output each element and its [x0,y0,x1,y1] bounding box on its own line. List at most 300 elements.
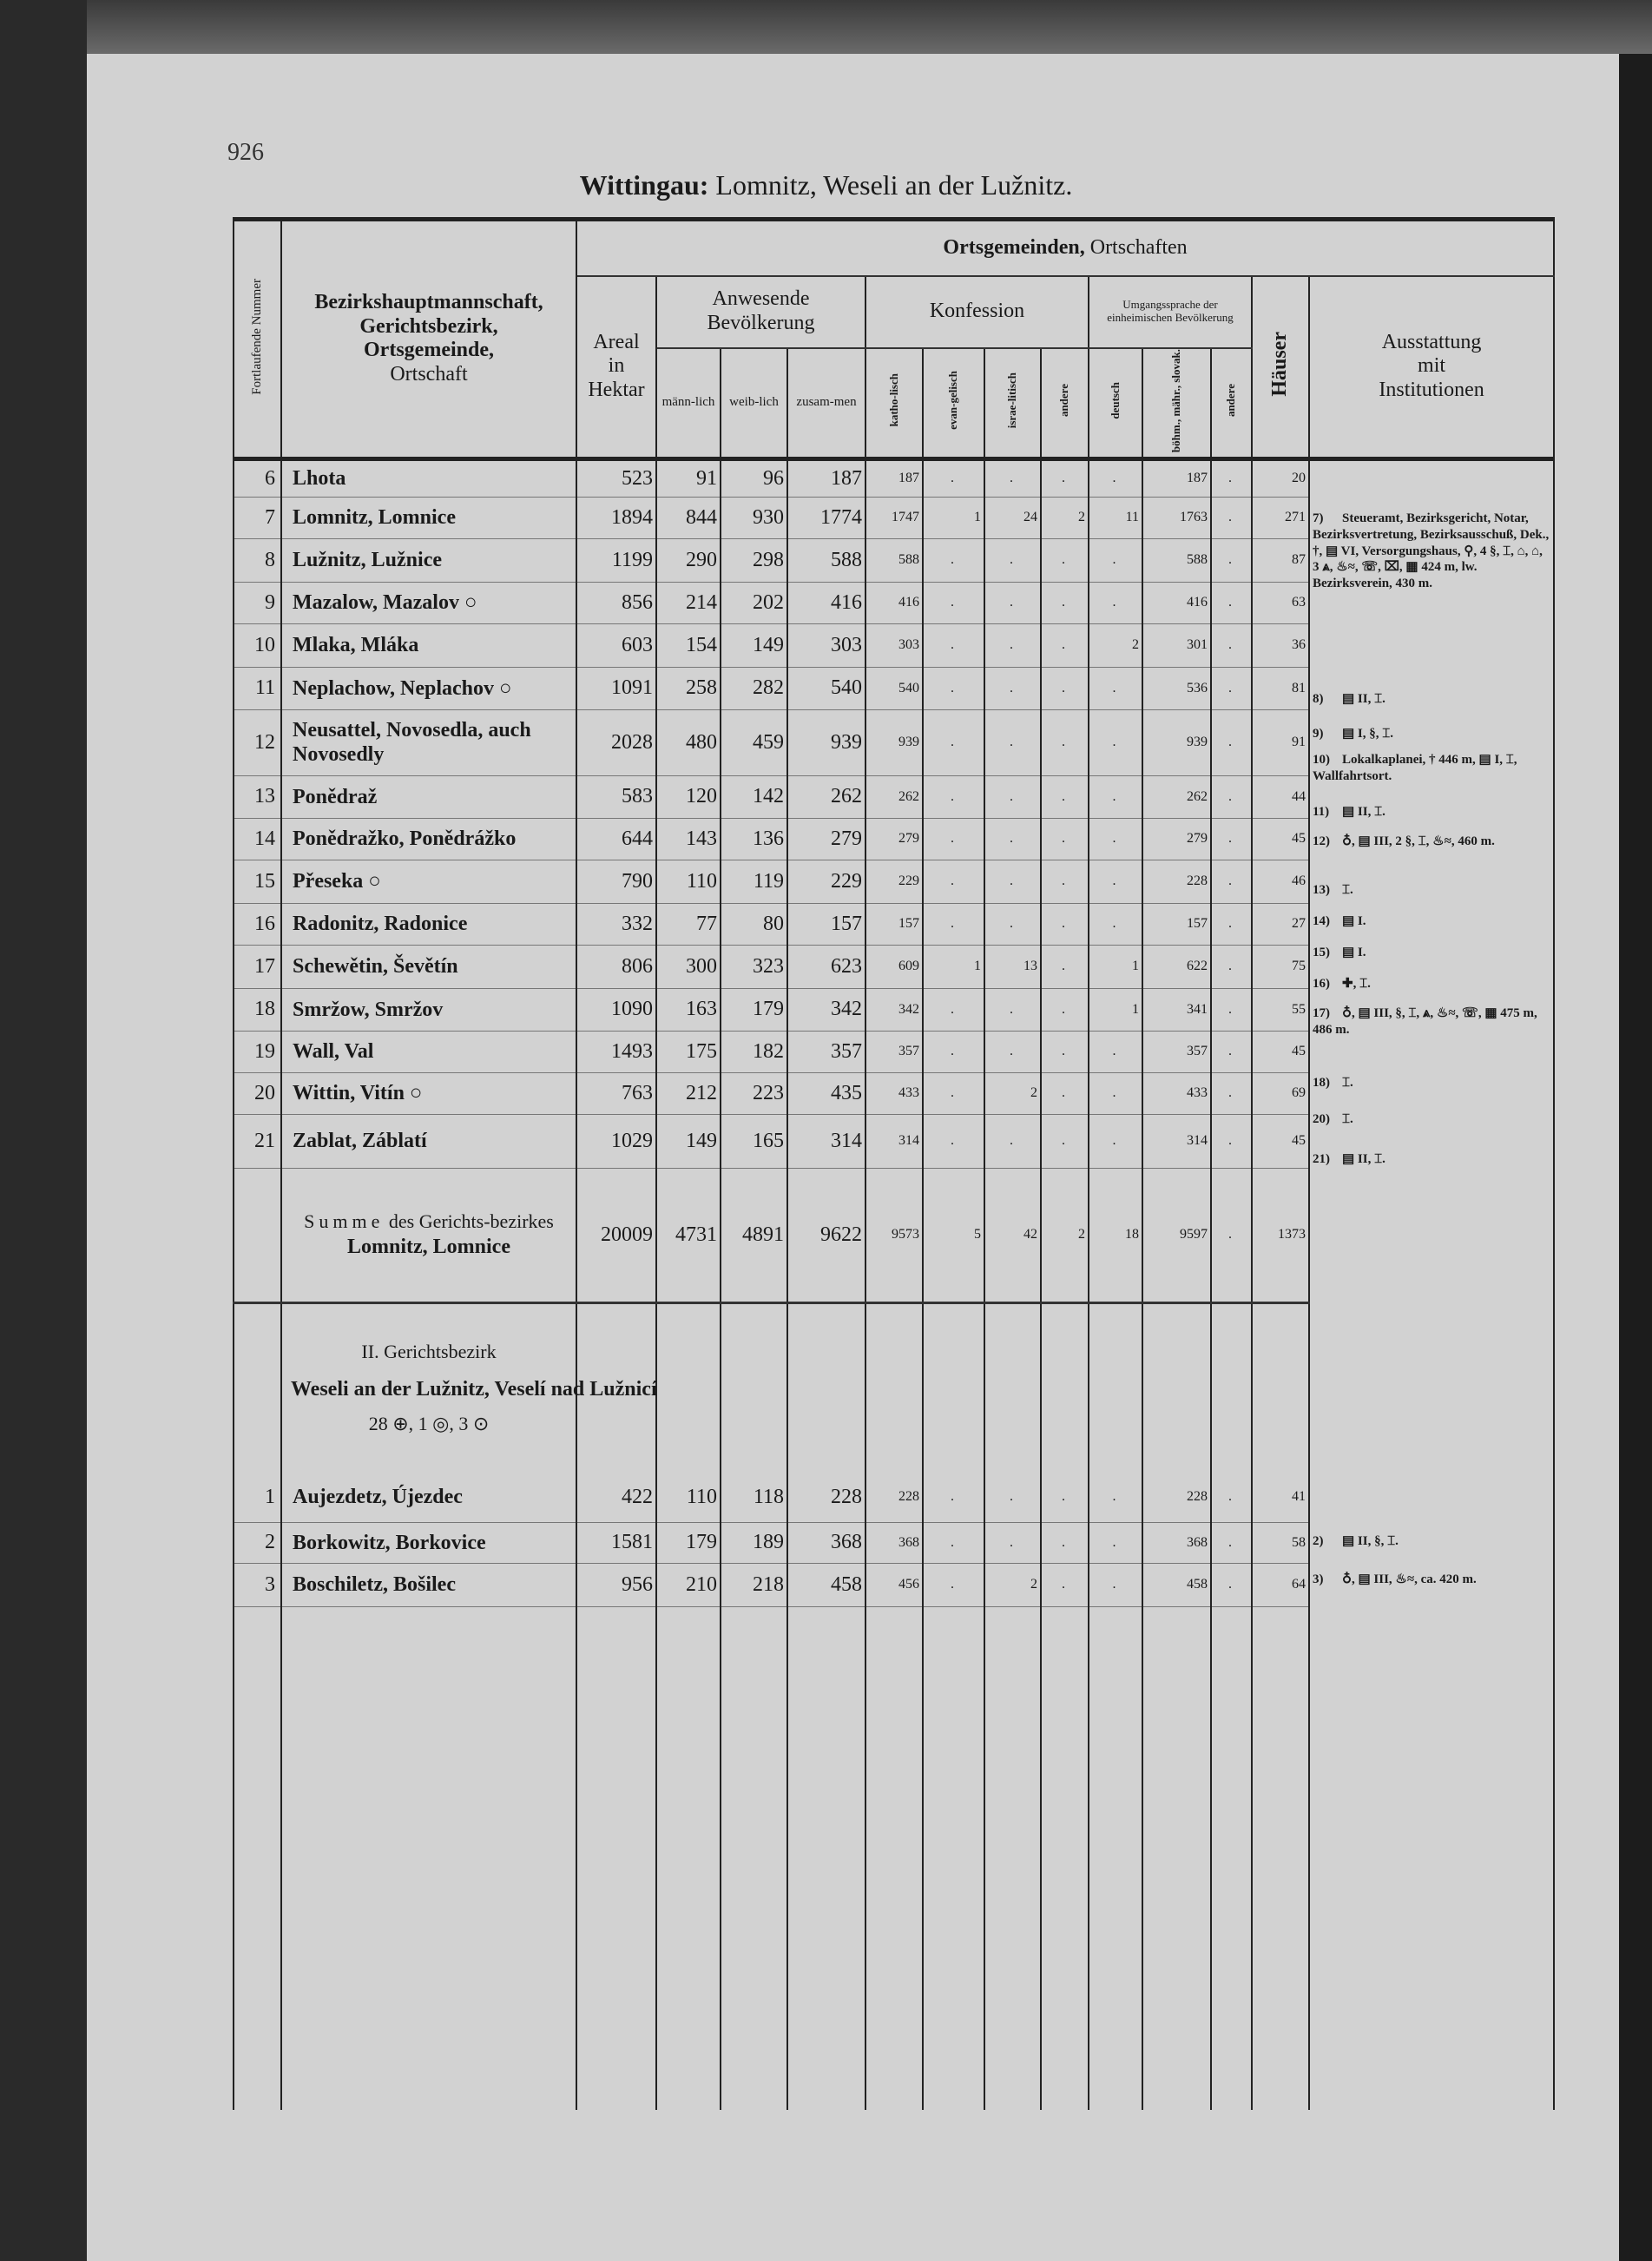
total-cell: 262 [787,775,865,818]
conf-other-cell: . [1041,582,1089,623]
header-language: Umgangssprache der einheimischen Bevölkerung [1089,276,1252,348]
catholic-cell: 279 [865,818,923,860]
protestant-cell: . [923,903,984,945]
male-cell: 210 [656,1563,721,1606]
scan-border-right [1619,54,1652,2261]
houses-cell: 69 [1252,1072,1309,1114]
sum-value-cell: 4891 [721,1168,787,1302]
female-cell: 218 [721,1563,787,1606]
german-cell: 1 [1089,945,1142,988]
note-number: 15) [1313,946,1330,959]
place-name-cell: Radonitz, Radonice [281,903,576,945]
table-row [234,1472,1554,1522]
row-number-cell: 15 [234,860,281,903]
district-heading-row [234,1302,1554,1472]
place-name-cell: Smržow, Smržov [281,988,576,1031]
areal-cell: 806 [576,945,656,988]
protestant-cell: . [923,1114,984,1168]
conf-other-cell: . [1041,1522,1089,1563]
header-name-line2: Gerichtsbezirk, [359,314,498,338]
lang-other-cell: . [1211,860,1252,903]
male-cell: 110 [656,860,721,903]
female-cell: 323 [721,945,787,988]
row-number-cell: 7 [234,497,281,538]
note-text: ▤ II, ⌶. [1342,805,1385,819]
jewish-cell: . [984,538,1041,582]
catholic-cell: 187 [865,458,923,497]
german-cell: 2 [1089,623,1142,667]
female-cell: 179 [721,988,787,1031]
conf-other-cell: . [1041,458,1089,497]
place-name-cell: Ponědražko, Ponědrážko [281,818,576,860]
place-name-cell: Lomnitz, Lomnice [281,497,576,538]
note-number: 16) [1313,977,1330,991]
czech-cell: 157 [1142,903,1211,945]
header-female: weib-lich [721,348,787,459]
catholic-cell: 157 [865,903,923,945]
jewish-cell: . [984,860,1041,903]
header-jewish-label: israe-litisch [1005,372,1019,429]
place-name-cell: Přeseka ○ [281,860,576,903]
note-number: 12) [1313,834,1330,848]
male-cell: 179 [656,1522,721,1563]
empty-cell [721,1302,787,1472]
houses-cell: 45 [1252,1031,1309,1072]
areal-cell: 2028 [576,709,656,775]
note-number: 14) [1313,914,1330,928]
female-cell: 165 [721,1114,787,1168]
header-name-line4: Ortschaft [390,363,468,386]
female-cell: 282 [721,667,787,709]
catholic-cell: 357 [865,1031,923,1072]
header-group-top-bold: Ortsgemeinden, [943,235,1085,259]
institution-note [1313,913,1551,930]
catholic-cell: 416 [865,582,923,623]
houses-cell: 27 [1252,903,1309,945]
male-cell: 844 [656,497,721,538]
header-population: Anwesende Bevölkerung [656,276,865,348]
institution-note [1313,834,1551,850]
empty-cell [234,1302,281,1472]
header-group-top [576,220,1554,276]
czech-cell: 368 [1142,1522,1211,1563]
conf-other-cell: . [1041,903,1089,945]
male-cell: 214 [656,582,721,623]
lang-other-cell: . [1211,1472,1252,1522]
areal-cell: 1029 [576,1114,656,1168]
sum-value-cell: 9573 [865,1168,923,1302]
german-cell: . [1089,1031,1142,1072]
place-name-cell: Zablat, Záblatí [281,1114,576,1168]
empty-cell [1142,1302,1211,1472]
male-cell: 163 [656,988,721,1031]
note-text: ♁, ▤ III, §, ⌶, ⩓, ♨≈, ☏, ▦ 475 m, 486 m. [1313,1006,1537,1037]
place-name-cell: Borkowitz, Borkovice [281,1522,576,1563]
institution-note [1313,691,1551,708]
note-text: Lokalkaplanei, † 446 m, ▤ I, ⌶, Wallfahrtsort. [1313,753,1517,783]
row-number-cell: 21 [234,1114,281,1168]
sum-value-cell: 20009 [576,1168,656,1302]
lang-other-cell: . [1211,1522,1252,1563]
institution-note [1313,945,1551,961]
place-name-cell: Ponědraž [281,775,576,818]
total-cell: 357 [787,1031,865,1072]
male-cell: 120 [656,775,721,818]
empty-cell [984,1606,1041,2110]
czech-cell: 228 [1142,860,1211,903]
total-cell: 458 [787,1563,865,1606]
conf-other-cell: . [1041,1472,1089,1522]
total-cell: 939 [787,709,865,775]
note-text: ⌶. [1342,1112,1353,1126]
areal-cell: 422 [576,1472,656,1522]
conf-other-cell: . [1041,709,1089,775]
male-cell: 143 [656,818,721,860]
german-cell: . [1089,538,1142,582]
conf-other-cell: . [1041,775,1089,818]
catholic-cell: 540 [865,667,923,709]
german-cell: . [1089,458,1142,497]
header-inst-3: Institutionen [1379,379,1484,402]
institutions-cell [1309,1168,1554,1302]
header-catholic [865,348,923,459]
german-cell: 1 [1089,988,1142,1031]
conf-other-cell: . [1041,1072,1089,1114]
conf-other-cell: . [1041,988,1089,1031]
houses-cell: 45 [1252,1114,1309,1168]
jewish-cell: . [984,1522,1041,1563]
empty-cell [1142,1606,1211,2110]
protestant-cell: . [923,1072,984,1114]
protestant-cell: . [923,1472,984,1522]
header-houses-label: Häuser [1268,332,1292,397]
areal-cell: 332 [576,903,656,945]
german-cell: . [1089,667,1142,709]
institutions-cell [1309,623,1554,667]
jewish-cell: . [984,818,1041,860]
empty-cell [1211,1606,1252,2110]
lang-other-cell: . [1211,538,1252,582]
sum-label [281,1168,576,1302]
jewish-cell: . [984,1114,1041,1168]
total-cell: 368 [787,1522,865,1563]
jewish-cell: 2 [984,1563,1041,1606]
row-number-cell: 10 [234,623,281,667]
male-cell: 91 [656,458,721,497]
houses-cell: 87 [1252,538,1309,582]
title-district: Wittingau: [579,169,709,201]
male-cell: 258 [656,667,721,709]
czech-cell: 588 [1142,538,1211,582]
german-cell: . [1089,903,1142,945]
institution-note [1313,1075,1551,1091]
areal-cell: 956 [576,1563,656,1606]
catholic-cell: 314 [865,1114,923,1168]
header-name-line3: Ortsgemeinde, [364,339,494,362]
areal-cell: 603 [576,623,656,667]
protestant-cell: . [923,582,984,623]
row-number-cell: 2 [234,1522,281,1563]
header-conf-other [1041,348,1089,459]
empty-cell [1041,1606,1089,2110]
protestant-cell: . [923,1563,984,1606]
jewish-cell: . [984,775,1041,818]
protestant-cell: 1 [923,945,984,988]
row-number-cell: 20 [234,1072,281,1114]
header-czech-label: böhm., mähr., slovak. [1169,348,1183,452]
czech-cell: 939 [1142,709,1211,775]
institution-note [1313,804,1551,821]
houses-cell: 91 [1252,709,1309,775]
catholic-cell: 588 [865,538,923,582]
female-cell: 930 [721,497,787,538]
areal-cell: 790 [576,860,656,903]
german-cell: . [1089,1563,1142,1606]
header-institutions [1309,276,1554,459]
empty-filler-row [234,1606,1554,2110]
header-male: männ-lich [656,348,721,459]
sum-value-cell: . [1211,1168,1252,1302]
catholic-cell: 303 [865,623,923,667]
female-cell: 118 [721,1472,787,1522]
areal-cell: 523 [576,458,656,497]
institution-note [1313,1572,1551,1588]
header-number-label: Fortlaufende Nummer [249,278,264,395]
header-areal-1: Areal [593,330,640,353]
header-inst-1: Ausstattung [1381,330,1482,353]
note-text: ⌶. [1342,1076,1353,1090]
place-name-cell: Neusattel, Novosedla, auch Novosedly [281,709,576,775]
german-cell: . [1089,709,1142,775]
german-cell: . [1089,1472,1142,1522]
czech-cell: 536 [1142,667,1211,709]
lang-other-cell: . [1211,623,1252,667]
german-cell: . [1089,1522,1142,1563]
note-number: 9) [1313,727,1324,741]
male-cell: 480 [656,709,721,775]
sum-value-cell: 4731 [656,1168,721,1302]
sum-value-cell: 9597 [1142,1168,1211,1302]
houses-cell: 44 [1252,775,1309,818]
protestant-cell: . [923,623,984,667]
note-number: 3) [1313,1572,1324,1586]
place-name-cell: Wall, Val [281,1031,576,1072]
protestant-cell: . [923,709,984,775]
female-cell: 182 [721,1031,787,1072]
note-number: 21) [1313,1152,1330,1166]
institutions-cell [1309,1472,1554,1522]
page-title [0,169,1652,201]
jewish-cell: . [984,667,1041,709]
sum-label-rest: des Gerichts-bezirkes [384,1210,554,1232]
czech-cell: 622 [1142,945,1211,988]
row-number-cell: 9 [234,582,281,623]
sum-value-cell: 9622 [787,1168,865,1302]
row-number-cell: 12 [234,709,281,775]
total-cell: 342 [787,988,865,1031]
district-name: Weseli an der Lužnitz, Veselí nad Lužnicí [291,1378,657,1401]
female-cell: 142 [721,775,787,818]
conf-other-cell: . [1041,818,1089,860]
place-name-cell: Wittin, Vitín ○ [281,1072,576,1114]
header-number [234,220,281,459]
jewish-cell: 24 [984,497,1041,538]
institution-note [1313,511,1551,592]
houses-cell: 63 [1252,582,1309,623]
institution-note [1313,1005,1551,1038]
areal-cell: 1199 [576,538,656,582]
areal-cell: 1090 [576,988,656,1031]
male-cell: 300 [656,945,721,988]
protestant-cell: . [923,538,984,582]
female-cell: 96 [721,458,787,497]
row-number-cell: 16 [234,903,281,945]
row-number-cell: 18 [234,988,281,1031]
protestant-cell: . [923,988,984,1031]
czech-cell: 357 [1142,1031,1211,1072]
female-cell: 189 [721,1522,787,1563]
catholic-cell: 939 [865,709,923,775]
place-name-cell: Neplachow, Neplachov ○ [281,667,576,709]
female-cell: 223 [721,1072,787,1114]
note-number: 2) [1313,1534,1324,1548]
place-name-cell: Mlaka, Mláka [281,623,576,667]
empty-cell [865,1302,923,1472]
areal-cell: 1493 [576,1031,656,1072]
catholic-cell: 456 [865,1563,923,1606]
page-number: 926 [227,139,264,166]
jewish-cell: 13 [984,945,1041,988]
table-row [234,623,1554,667]
lang-other-cell: . [1211,988,1252,1031]
male-cell: 175 [656,1031,721,1072]
sum-value-cell: 5 [923,1168,984,1302]
scan-border-top [87,0,1652,54]
jewish-cell: . [984,1031,1041,1072]
empty-cell [1309,1606,1554,2110]
conf-other-cell: . [1041,623,1089,667]
header-jewish [984,348,1041,459]
houses-cell: 81 [1252,667,1309,709]
header-protestant [923,348,984,459]
total-cell: 279 [787,818,865,860]
header-czech [1142,348,1211,459]
place-name-cell: Schewětin, Ševětín [281,945,576,988]
areal-cell: 763 [576,1072,656,1114]
note-text: ⌶. [1342,883,1353,897]
houses-cell: 46 [1252,860,1309,903]
lang-other-cell: . [1211,497,1252,538]
empty-cell [1309,1302,1554,1472]
areal-cell: 1894 [576,497,656,538]
row-number-cell: 11 [234,667,281,709]
conf-other-cell: . [1041,1114,1089,1168]
note-number: 11) [1313,805,1330,819]
note-text: ▤ I. [1342,914,1366,928]
german-cell: . [1089,860,1142,903]
place-name-cell: Lužnitz, Lužnice [281,538,576,582]
areal-cell: 1581 [576,1522,656,1563]
header-areal-3: Hektar [588,379,645,402]
header-german [1089,348,1142,459]
protestant-cell: . [923,1522,984,1563]
female-cell: 202 [721,582,787,623]
header-name-line1: Bezirkshauptmannschaft, [314,291,543,314]
catholic-cell: 228 [865,1472,923,1522]
note-number: 20) [1313,1112,1330,1126]
empty-cell [1089,1302,1142,1472]
institutions-cell [1309,458,1554,497]
total-cell: 588 [787,538,865,582]
row-number-cell: 14 [234,818,281,860]
male-cell: 290 [656,538,721,582]
lang-other-cell: . [1211,903,1252,945]
female-cell: 80 [721,903,787,945]
catholic-cell: 229 [865,860,923,903]
protestant-cell: . [923,860,984,903]
houses-cell: 58 [1252,1522,1309,1563]
jewish-cell: 2 [984,1072,1041,1114]
conf-other-cell: 2 [1041,497,1089,538]
jewish-cell: . [984,623,1041,667]
empty-cell [1041,1302,1089,1472]
areal-cell: 583 [576,775,656,818]
sum-number-cell [234,1168,281,1302]
header-confession: Konfession [865,276,1089,348]
header-lang-other-label: andere [1224,384,1238,418]
district-symbols: 28 ⊕, 1 ◎, 3 ⊙ [368,1413,490,1435]
lang-other-cell: . [1211,458,1252,497]
jewish-cell: . [984,458,1041,497]
total-cell: 228 [787,1472,865,1522]
czech-cell: 279 [1142,818,1211,860]
lang-other-cell: . [1211,945,1252,988]
empty-cell [923,1606,984,2110]
male-cell: 149 [656,1114,721,1168]
empty-cell [984,1302,1041,1472]
sum-value-cell: 18 [1089,1168,1142,1302]
empty-cell [1252,1302,1309,1472]
place-name-cell: Mazalow, Mazalov ○ [281,582,576,623]
sum-value-cell: 2 [1041,1168,1089,1302]
lang-other-cell: . [1211,1072,1252,1114]
houses-cell: 55 [1252,988,1309,1031]
row-number-cell: 19 [234,1031,281,1072]
lang-other-cell: . [1211,667,1252,709]
catholic-cell: 609 [865,945,923,988]
czech-cell: 433 [1142,1072,1211,1114]
houses-cell: 64 [1252,1563,1309,1606]
sum-row [234,1168,1554,1302]
areal-cell: 644 [576,818,656,860]
header-inst-2: mit [1418,354,1446,378]
institution-note [1313,1151,1551,1168]
conf-other-cell: . [1041,1563,1089,1606]
lang-other-cell: . [1211,1114,1252,1168]
houses-cell: 20 [1252,458,1309,497]
row-number-cell: 17 [234,945,281,988]
german-cell: . [1089,775,1142,818]
institution-note [1313,976,1551,992]
place-name-cell: Boschiletz, Bošilec [281,1563,576,1606]
total-cell: 157 [787,903,865,945]
total-cell: 314 [787,1114,865,1168]
note-text: ▤ I. [1342,946,1366,959]
place-name-cell: Lhota [281,458,576,497]
conf-other-cell: . [1041,538,1089,582]
title-rest: Lomnitz, Weseli an der Lužnitz. [708,169,1073,201]
conf-other-cell: . [1041,945,1089,988]
